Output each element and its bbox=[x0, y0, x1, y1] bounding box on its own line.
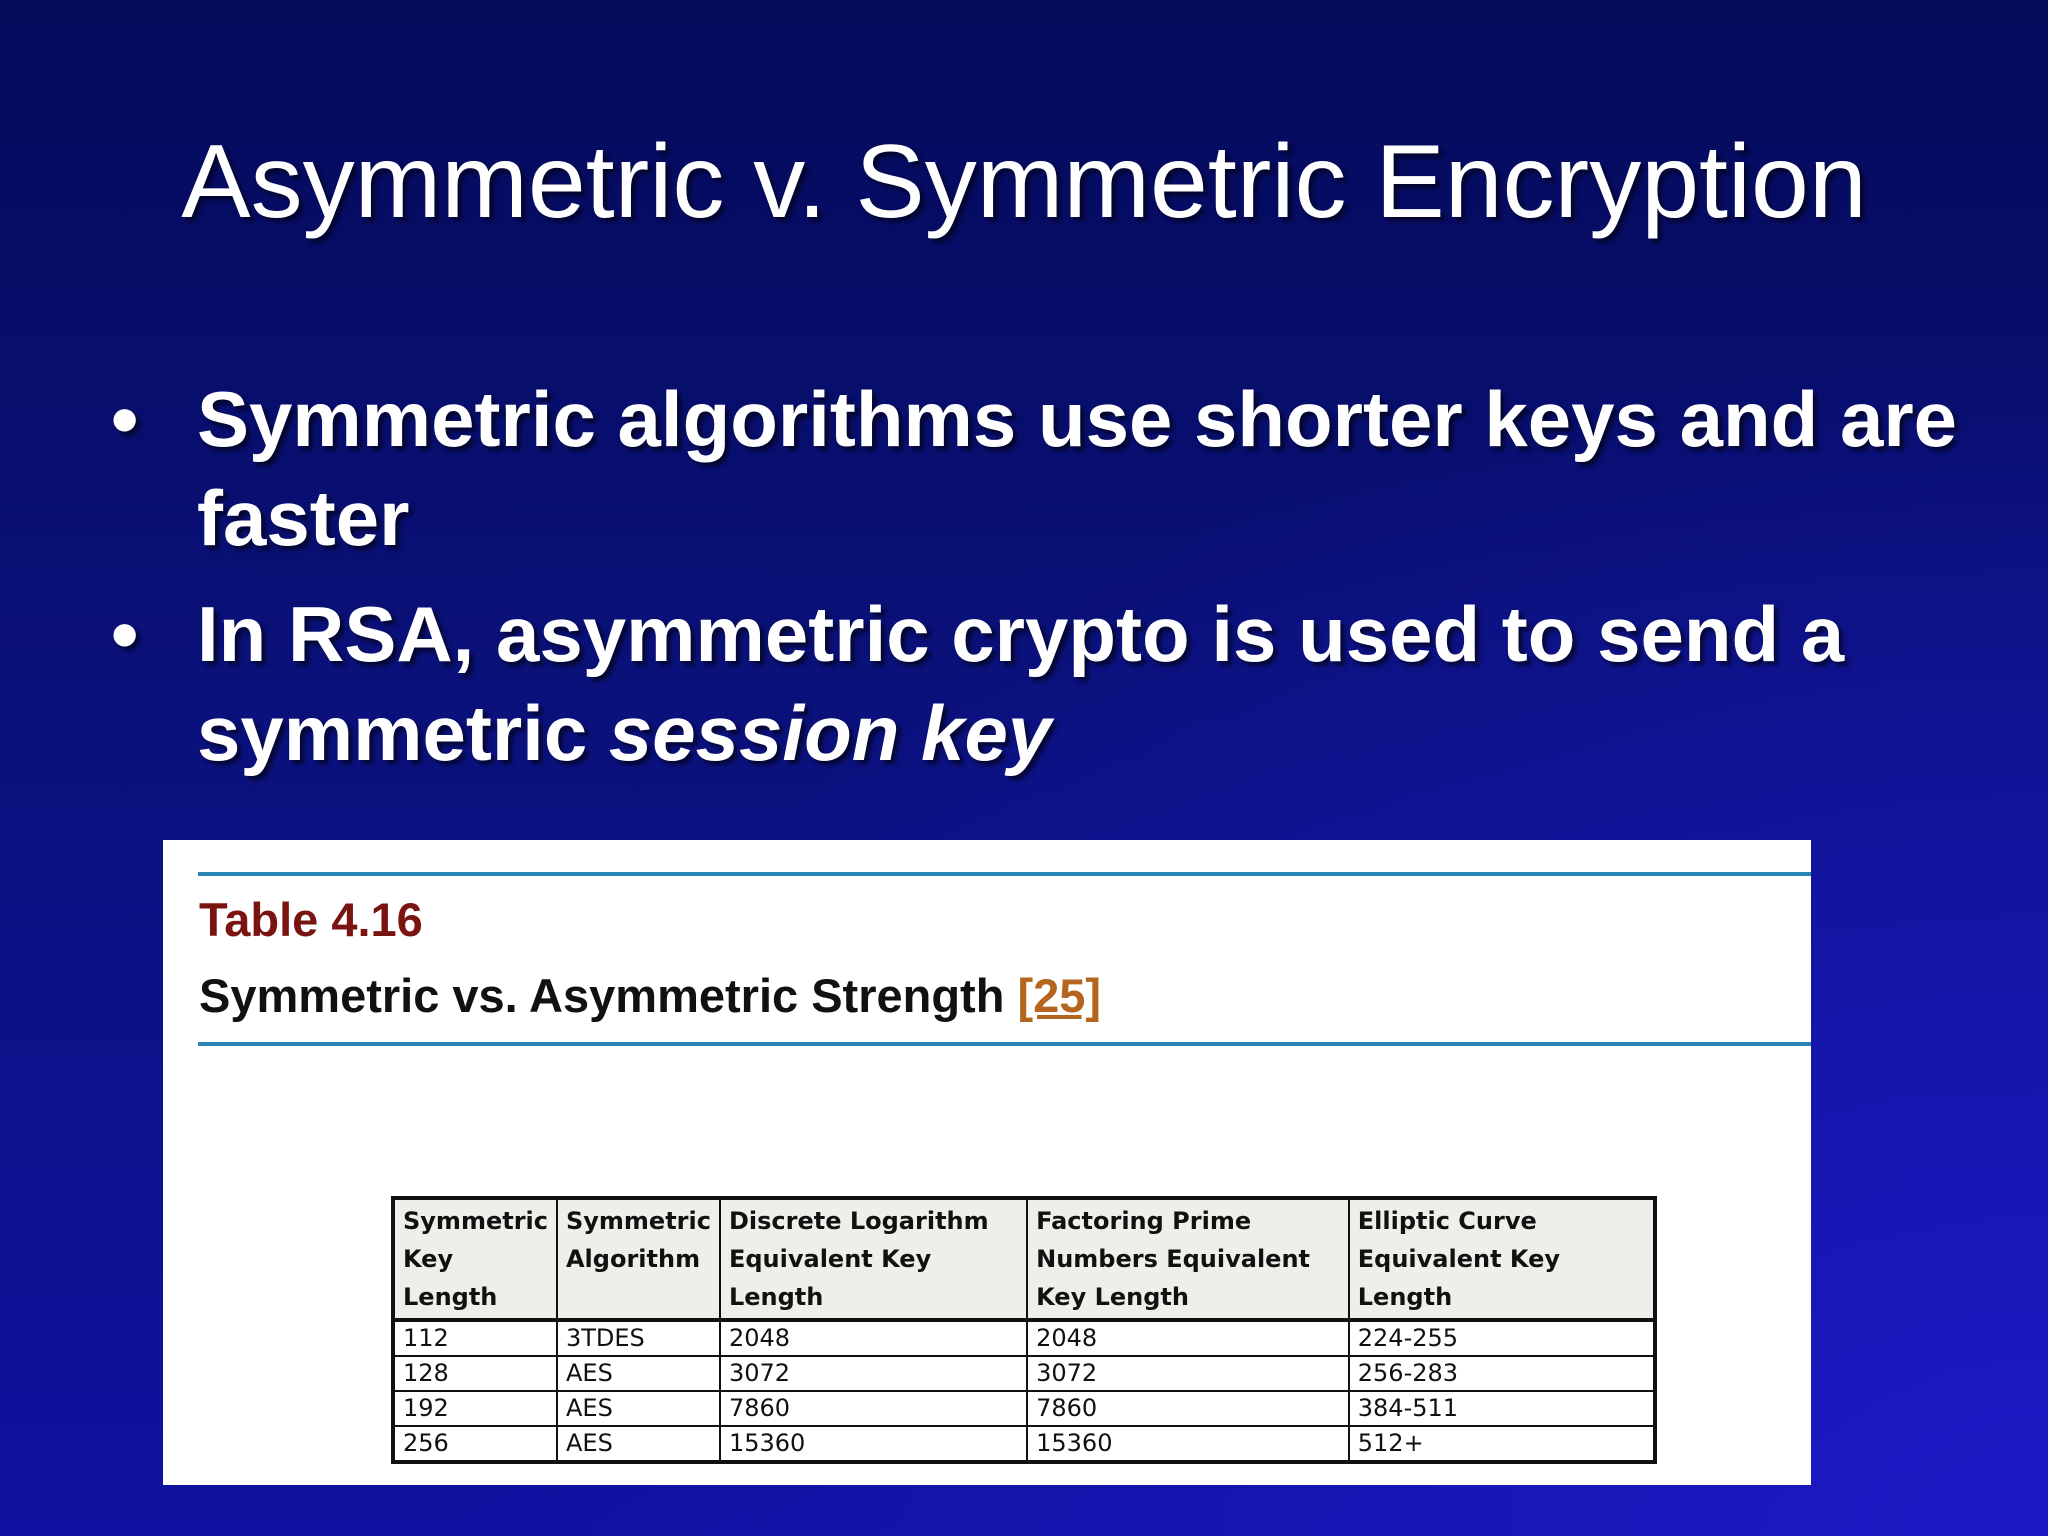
table-cell: 256 bbox=[393, 1426, 557, 1462]
column-header: Symmetric Algorithm bbox=[557, 1198, 720, 1320]
citation-link[interactable]: [25] bbox=[1017, 969, 1102, 1022]
bullet-emphasis: session key bbox=[608, 689, 1052, 777]
table-cell: AES bbox=[557, 1426, 720, 1462]
top-rule bbox=[198, 872, 1811, 876]
table-row bbox=[393, 1391, 1655, 1426]
table-cell: 15360 bbox=[720, 1426, 1027, 1462]
table-cell: 15360 bbox=[1027, 1426, 1349, 1462]
table-row bbox=[393, 1426, 1655, 1462]
bullet-item bbox=[105, 585, 1985, 783]
table-cell: 7860 bbox=[720, 1391, 1027, 1426]
table-cell: AES bbox=[557, 1391, 720, 1426]
table-cell: 192 bbox=[393, 1391, 557, 1426]
caption-text: Symmetric vs. Asymmetric Strength bbox=[199, 969, 1018, 1022]
table-cell: 3TDES bbox=[557, 1320, 720, 1356]
table-cell: 2048 bbox=[1027, 1320, 1349, 1356]
bullet-item bbox=[105, 370, 1985, 568]
column-header: Symmetric Key Length bbox=[393, 1198, 557, 1320]
table-label: Table 4.16 bbox=[199, 893, 423, 946]
table-cell: 224-255 bbox=[1349, 1320, 1655, 1356]
table-cell: 2048 bbox=[720, 1320, 1027, 1356]
bullet-text: Symmetric algorithms use shorter keys and are faster bbox=[197, 375, 1958, 562]
table-header-row bbox=[393, 1198, 1655, 1320]
table-cell: 128 bbox=[393, 1356, 557, 1391]
table-figure bbox=[163, 840, 1811, 1485]
table-cell: 3072 bbox=[720, 1356, 1027, 1391]
table-cell: AES bbox=[557, 1356, 720, 1391]
table-caption bbox=[199, 969, 1102, 1022]
bullet-icon: • bbox=[111, 590, 139, 678]
column-header: Factoring Prime Numbers Equivalent Key Length bbox=[1027, 1198, 1349, 1320]
table-cell: 3072 bbox=[1027, 1356, 1349, 1391]
table-cell: 112 bbox=[393, 1320, 557, 1356]
table-cell: 384-511 bbox=[1349, 1391, 1655, 1426]
table-cell: 256-283 bbox=[1349, 1356, 1655, 1391]
table-cell: 512+ bbox=[1349, 1426, 1655, 1462]
table-row bbox=[393, 1320, 1655, 1356]
column-header: Discrete Logarithm Equivalent Key Length bbox=[720, 1198, 1027, 1320]
bottom-rule bbox=[198, 1042, 1811, 1046]
slide-title: Asymmetric v. Symmetric Encryption bbox=[181, 124, 1867, 240]
bullet-list bbox=[105, 370, 1985, 800]
table-cell: 7860 bbox=[1027, 1391, 1349, 1426]
table-row bbox=[393, 1356, 1655, 1391]
column-header: Elliptic Curve Equivalent Key Length bbox=[1349, 1198, 1655, 1320]
bullet-icon: • bbox=[111, 375, 139, 463]
bullet-text: In RSA, asymmetric crypto is used to send a symmetric bbox=[197, 590, 1845, 777]
strength-table bbox=[391, 1196, 1657, 1464]
